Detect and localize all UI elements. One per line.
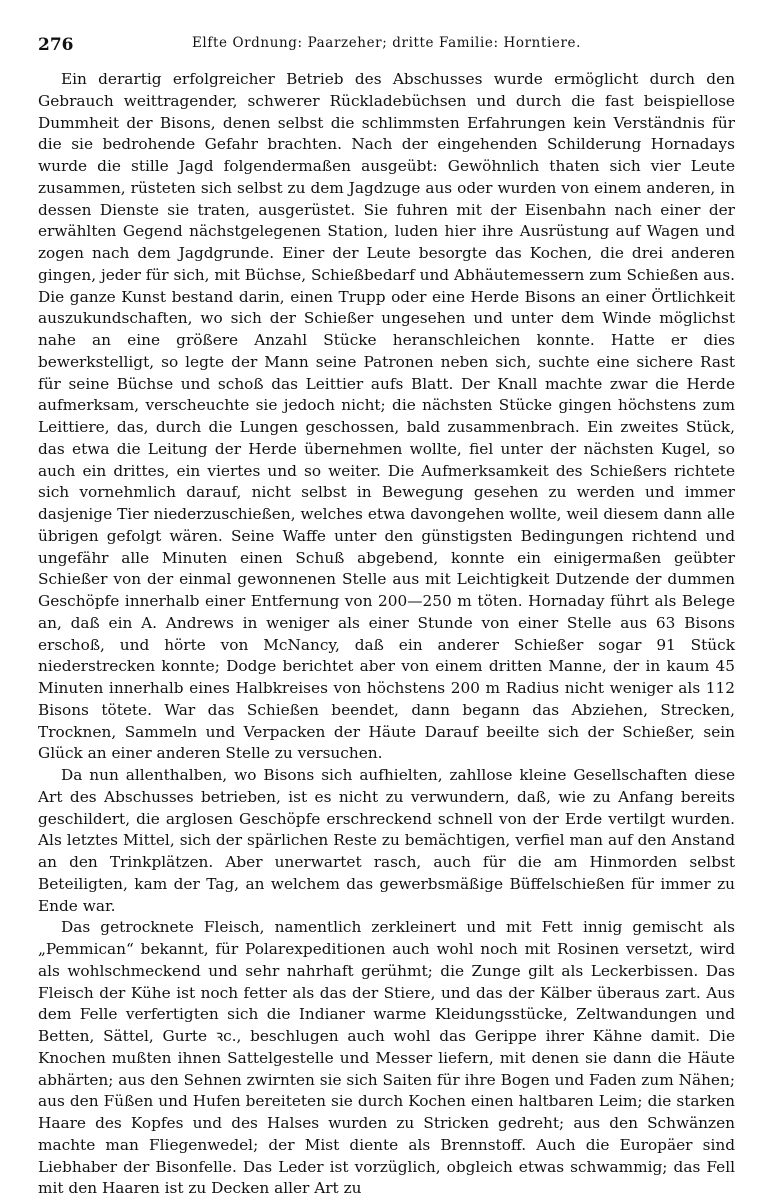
running-head: Elfte Ordnung: Paarzeher; dritte Familie: Horntiere. — [191, 35, 582, 51]
page-header — [38, 30, 735, 56]
paragraph: Das getrocknete Fleisch, namentlich zerkleinert und mit Fett innig gemischt als „Pemmican“ bekannt, für Polarexpeditionen auch wohl noch mit Rosinen versetzt, wird als wohlschmeckend und sehr nahrhaft gerühmt; die Zunge gilt als Leckerbissen. Das Fleisch der Kühe ist noch fetter als das der Stiere, und das der Kälber überaus zart. Aus dem Felle verfertigten sich die Indianer warme Kleidungsstücke, Zeltwandungen und Betten, Sättel, Gurte ꝛc., beschlugen auch wohl das Gerippe ihrer Kähne damit. Die Knochen mußten ihnen Sattelgestelle und Messer liefern, mit denen sie dann die Häute abhärten; aus den Sehnen zwirnten sie sich Saiten für ihre Bogen und Faden zum Nähen; aus den Füßen und Hufen bereiteten sie durch Kochen einen haltbaren Leim; die starken Haare des Kopfes und des Halses wurden zu Stricken gedreht; aus den Schwänzen machte man Fliegenwedel; der Mist diente als Brennstoff. Auch die Europäer sind Liebhaber der Bisonfelle. Das Leder ist vorzüglich, obgleich etwas schwammig; das Fell mit den Haaren ist zu Decken aller Art zu — [38, 918, 735, 1198]
paragraph: Ein derartig erfolgreicher Betrieb des Abschusses wurde ermöglicht durch den Gebrauch weittragender, schwerer Rückladebüchsen und durch die fast beispiellose Dummheit der Bisons, denen selbst die schlimmsten Erfahrungen kein Verständnis für die sie bedrohende Gefahr brachten. Nach der eingehenden Schilderung Hornadays wurde die stille Jagd folgendermaßen ausgeübt: Gewöhnlich thaten sich vier Leute zusammen, rüsteten sich selbst zu dem Jagdzuge aus oder wurden von einem anderen, in dessen Dienste sie traten, ausgerüstet. Sie fuhren mit der Eisenbahn nach einer der erwählten Gegend nächstgelegenen Station, luden hier ihre Ausrüstung auf Wagen und zogen nach dem Jagdgrunde. Einer der Leute besorgte das Kochen, die drei anderen gingen, jeder für sich, mit Büchse, Schießbedarf und Abhäutemessern zum Schießen aus. Die ganze Kunst bestand darin, einen Trupp oder eine Herde Bisons an einer Örtlichkeit auszukundschaften, wo sich der Schießer ungesehen und unter dem Winde möglichst nahe an eine größere Anzahl Stücke heranschleichen konnte. Hatte er dies bewerkstelligt, so legte der Mann seine Patronen neben sich, suchte eine sichere Rast für seine Büchse und schoß das Leittier aufs Blatt. Der Knall machte zwar die Herde aufmerksam, verscheuchte sie jedoch nicht; die nächsten Stücke gingen höchstens zum Leittiere, das, durch die Lungen geschossen, bald zusammenbrach. Ein zweites Stück, das etwa die Leitung der Herde übernehmen wollte, fiel unter der nächsten Kugel, so auch ein drittes, ein viertes und so weiter. Die Aufmerksamkeit des Schießers richtete sich vornehmlich darauf, nicht selbst in Bewegung gesehen zu werden und immer dasjenige Tier niederzuschießen, welches etwa davongehen wollte, weil diesem dann alle übrigen gefolgt wären. Seine Waffe unter den günstigsten Bedingungen richtend und ungefähr alle Minuten einen Schuß abgebend, konnte ein einigermaßen geübter Schießer von der einmal gewonnenen Stelle aus mit Leichtigkeit Dutzende der dummen Geschöpfe innerhalb einer Entfernung von 200—250 m töten. Hornaday führt als Belege an, daß ein A. Andrews in weniger als einer Stunde von einer Stelle aus 63 Bisons erschoß, und hörte von McNancy, daß ein anderer Schießer sogar 91 Stück niederstrecken konnte; Dodge berichtet aber von einem dritten Manne, der in kaum 45 Minuten innerhalb eines Halbkreises von höchstens 200 m Radius nicht weniger als 112 Bisons tötete. War das Schießen beendet, dann begann das Abziehen, Strecken, Trocknen, Sammeln und Verpacken der Häute Darauf beeilte sich der Schießer, sein Glück an einer anderen Stelle zu versuchen. — [38, 70, 735, 763]
book-page — [38, 30, 735, 1200]
paragraph: Da nun allenthalben, wo Bisons sich aufhielten, zahllose kleine Gesellschaften diese Art des Abschusses betrieben, ist es nicht zu verwundern, daß, wie zu Anfang bereits geschildert, die arglosen Geschöpfe erschreckend schnell von der Erde vertilgt wurden. Als letztes Mittel, sich der spärlichen Reste zu bemächtigen, verfiel man auf den Anstand an den Trinkplätzen. Aber unerwartet rasch, auch für die am Hinmorden selbst Beteiligten, kam der Tag, an welchem das gewerbsmäßige Büffelschießen für immer zu Ende war. — [38, 766, 735, 915]
page-number: 276 — [38, 35, 74, 55]
body-text — [38, 69, 735, 1200]
